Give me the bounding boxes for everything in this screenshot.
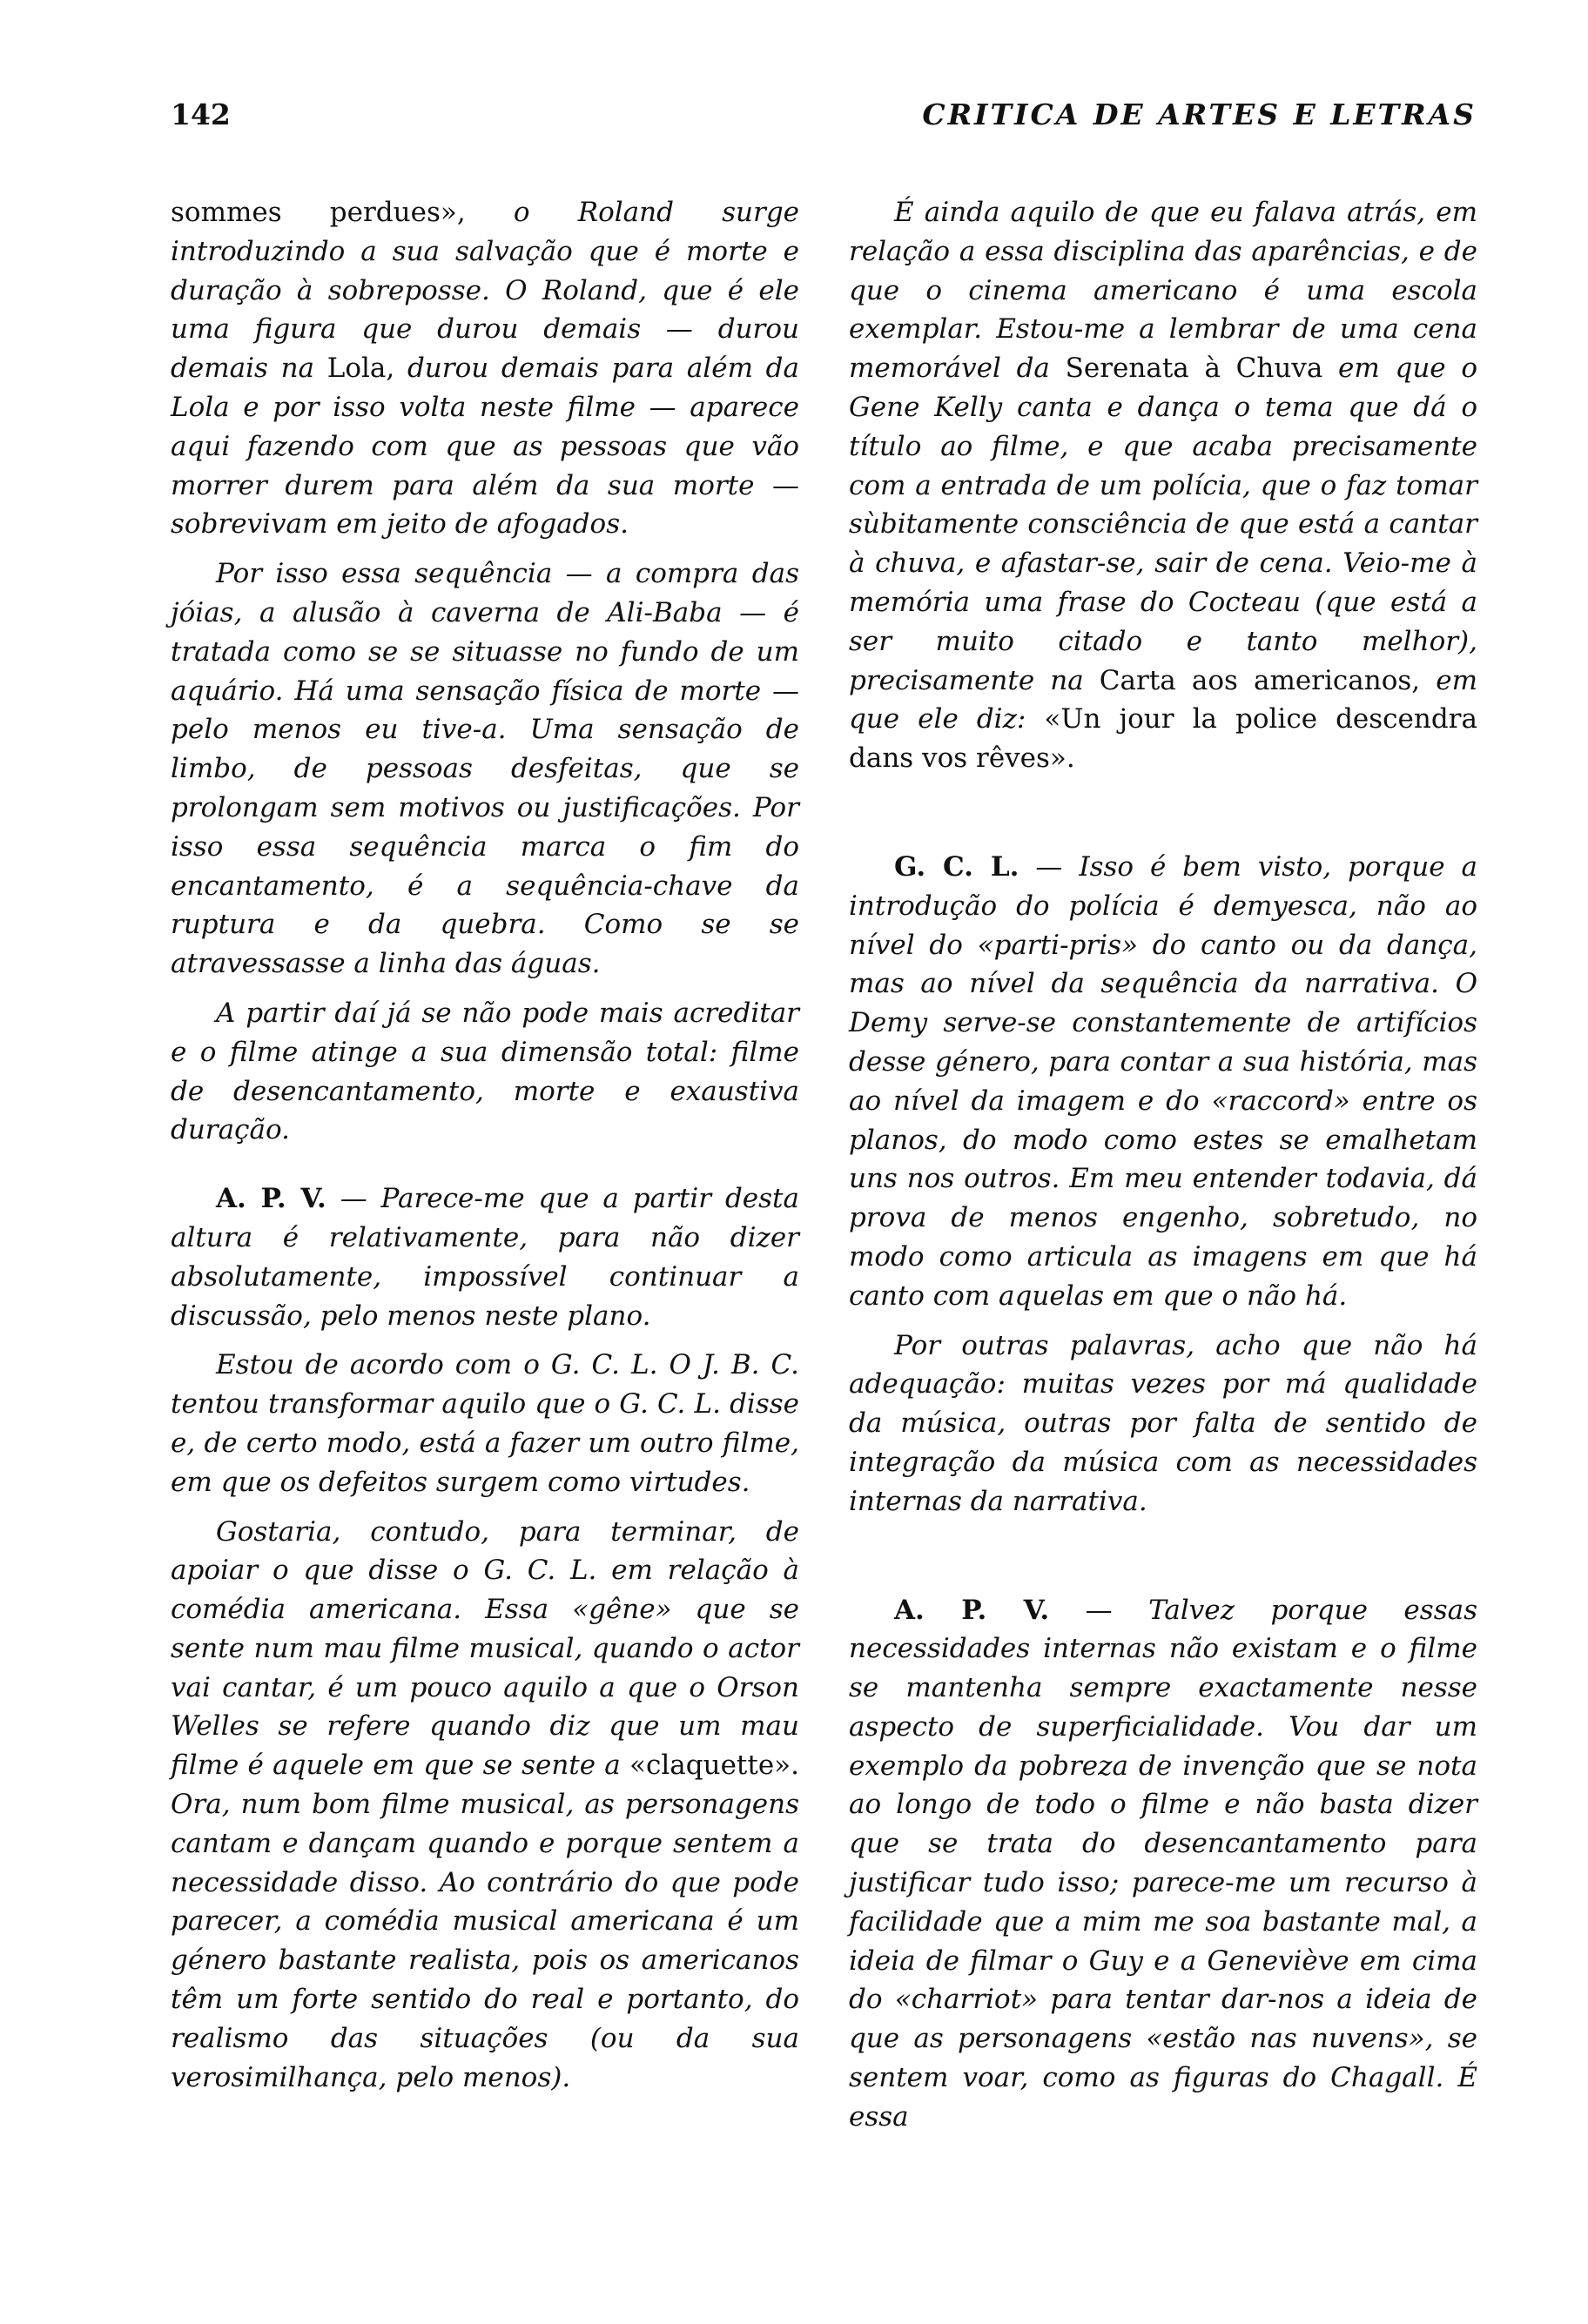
page-number: 142	[171, 97, 231, 131]
italic-text: durou demais para além da Lola e por isso volta neste filme — aparece aqui fazendo com que as pessoas que vão morrer durem para além da sua morte — sobrevivam em jeito de afogados.	[171, 353, 799, 541]
italic-text: o Roland surge introduzindo a sua salvação que é morte e duração à sobreposse. O Roland, que é ele uma figura que durou demais — durou demais na	[171, 197, 800, 385]
speaker-label: A. P. V.	[894, 1594, 1050, 1626]
running-title: CRITICA DE ARTES E LETRAS	[922, 97, 1477, 131]
roman-text: Serenata à Chuva	[1065, 353, 1323, 385]
roman-text: Lola,	[326, 353, 395, 385]
paragraph	[171, 1513, 799, 2098]
speech-text: — Isso é bem visto, porque a introdução do polícia é demyesca, não ao nível do «parti-pris» do canto ou da dança, mas ao nível da sequência da narrativa. O Demy serve-se constantemente de artifícios desse género, para contar a sua história, mas ao nível da imagem e do «raccord» entre os planos, do modo como estes se emalhetam uns nos outros. Em meu entender todavia, dá prova de menos engenho, sobretudo, no modo como articula as imagens em que há canto com aquelas em que o não há.	[849, 850, 1477, 1312]
paragraph: Por outras palavras, acho que não há adequação: muitas vezes por má qualidade da música, outras por falta de sentido de integração da música com as necessidades internas da narrativa.	[849, 1329, 1477, 1517]
italic-text: Ora, num bom filme musical, as personagens cantam e dançam quando e porque sentem a necessidade disso. Ao contrário do que pode parecer, a comédia musical americana é um género bastante realista, pois os americanos têm um forte sentido do real e portanto, do realismo das situações (ou da sua verosimilhança, pelo menos).	[171, 1789, 799, 2093]
paragraph: Estou de acordo com o G. C. L. O J. B. C. tentou transformar aquilo que o G. C. L. disse e, de certo modo, está a fazer um outro filme, em que os defeitos surgem como virtudes.	[171, 1349, 799, 1498]
italic-text: É ainda aquilo de que eu falava atrás, em relação a essa disciplina das aparências, e de que o cinema americano é uma escola exemplar. Estou-me a lembrar de uma cena memorável da	[849, 197, 1477, 385]
italic-text: em que ele diz:	[849, 664, 1477, 735]
speaker-paragraph	[849, 848, 1477, 1316]
roman-text: «Un jour la police descendra dans vos rêves».	[849, 703, 1477, 775]
italic-text: Gostaria, contudo, para terminar, de apoiar o que disse o G. C. L. em relação à comédia americana. Essa «gêne» que se sente num mau filme musical, quando o actor vai cantar, é um pouco aquilo a que o Orson Welles se refere quando diz que um mau filme é aquele em que se sente a	[171, 1515, 799, 1782]
speech-text: — Parece-me que a partir desta altura é relativamente, para não dizer absolutamente, impossível continuar a discussão, pelo menos neste plano.	[171, 1183, 799, 1332]
speaker-label: A. P. V.	[216, 1183, 326, 1215]
paragraph	[171, 193, 799, 544]
roman-text: «claquette».	[629, 1750, 799, 1782]
right-column	[849, 193, 1477, 2147]
paragraph: Por isso essa sequência — a compra das jóias, a alusão à caverna de Ali-Baba — é tratada como se se situasse no fundo de um aquário. Há uma sensação física de morte — pelo menos eu tive-a. Uma sensação de limbo, de pessoas desfeitas, que se prolongam sem motivos ou justificações. Por isso essa sequência marca o fim do encantamento, é a sequência-chave da ruptura e da quebra. Como se se atravessasse a linha das águas.	[171, 558, 799, 980]
italic-text: em que o Gene Kelly canta e dança o tema que dá o título ao filme, e que acaba precisamente com a entrada de um polícia, que o faz tomar sùbitamente consciência de que está a cantar à chuva, e afastar-se, sair de cena. Veio-me à memória uma frase do Cocteau (que está a ser muito citado e tanto melhor), precisamente na	[849, 353, 1478, 696]
left-column	[171, 193, 799, 2107]
paragraph	[849, 193, 1477, 778]
speech-text: — Talvez porque essas necessidades internas não existam e o filme se mantenha sempre exactamente nesse aspecto de superficialidade. Vou dar um exemplo da pobreza de invenção que se nota ao longo de todo o filme e não basta dizer que se trata do desencantamento para justificar tudo isso; parece-me um recurso à facilidade que a mim me soa bastante mal, a ideia de filmar o Guy e a Geneviève em cima do «charriot» para tentar dar-nos a ideia de que as personagens «estão nas nuvens», se sentem voar, como as figuras do Chagall. É essa	[849, 1594, 1477, 2133]
paragraph: A partir daí já se não pode mais acreditar e o filme atinge a sua dimensão total: filme de desencantamento, morte e exaustiva duração.	[171, 997, 799, 1146]
speaker-paragraph	[849, 1591, 1477, 2137]
page-header	[171, 97, 1477, 150]
speaker-label: G. C. L.	[894, 850, 1019, 883]
roman-text: Carta aos americanos,	[1099, 664, 1421, 696]
speaker-paragraph	[171, 1179, 799, 1335]
roman-text: sommes perdues»,	[171, 197, 466, 228]
